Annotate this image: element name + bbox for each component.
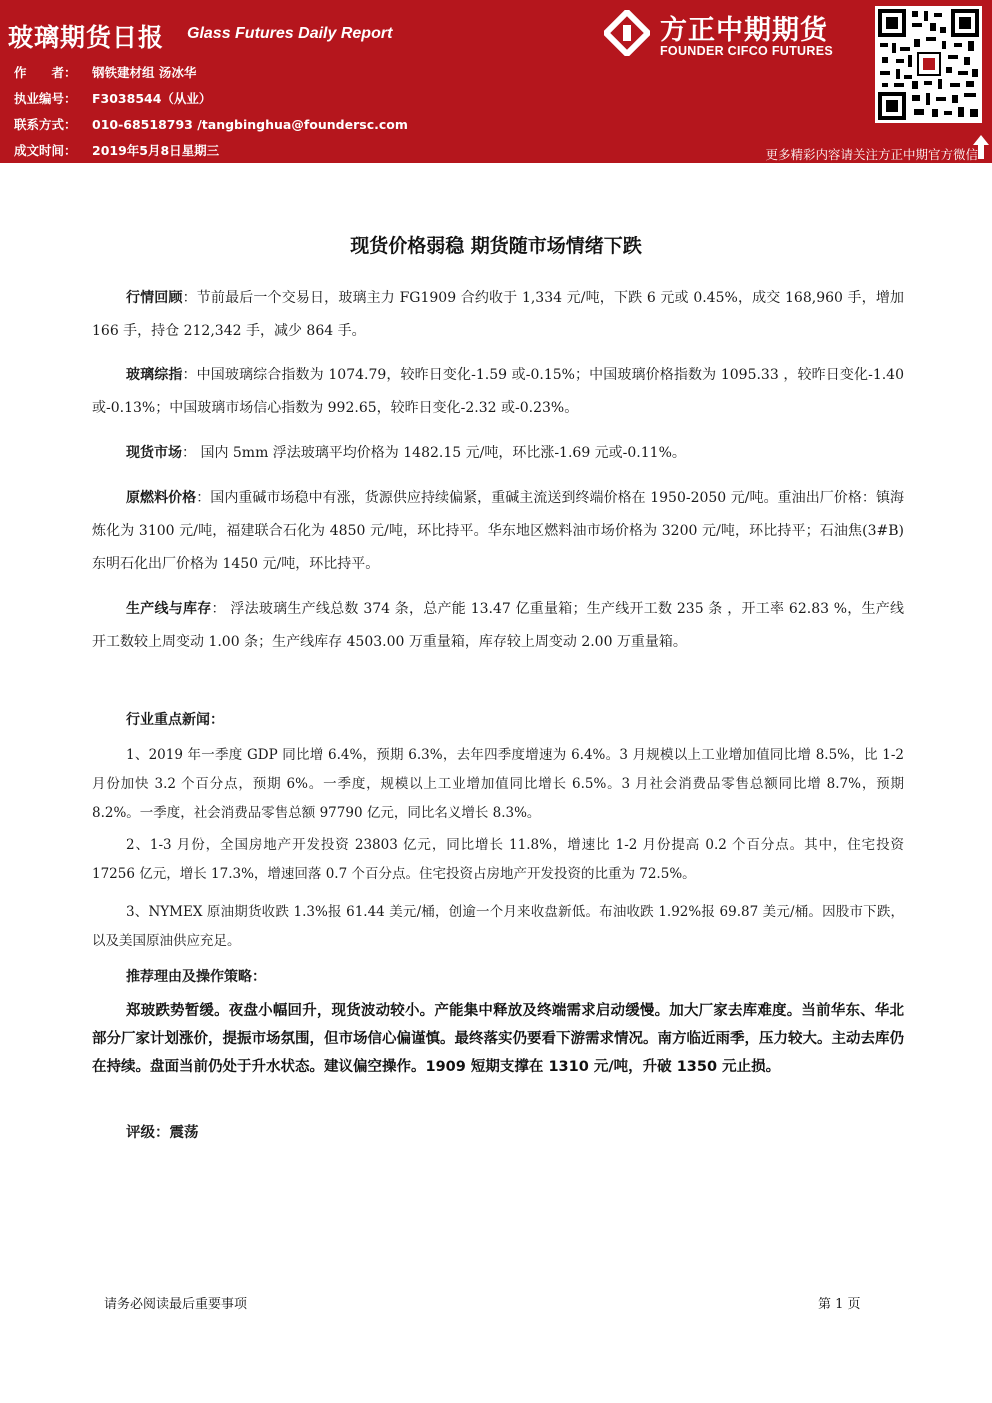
section-text: ： 国内 5mm 浮法玻璃平均价格为 1482.15 元/吨，环比涨-1.69 元或-0.11%。 (182, 445, 686, 461)
meta-license (14, 89, 211, 107)
section-lead: 行情回顾 (126, 290, 183, 306)
meta-label: 联系方式： (14, 117, 77, 132)
meta-value: 010-68518793 /tangbinghua@foundersc.com (92, 117, 408, 132)
news-heading: 行业重点新闻： (126, 712, 224, 728)
section-raw-fuel-prices (92, 482, 904, 581)
section-production-inventory (92, 593, 904, 659)
report-title: 玻璃期货日报 (8, 23, 165, 52)
meta-value: F3038544（从业） (92, 91, 212, 106)
section-text: ：国内重碱市场稳中有涨，货源供应持续偏紧，重碱主流送到终端价格在 1950-2050 元/吨。重油出厂价格：镇海炼化为 3100 元/吨，福建联合石化为 4850 元/吨，环比持平。华东地区燃料油市场价格为 3200 元/吨，环比持平；石油焦(3#B)东明石化出厂价格为 1450 元/吨，环比持平。 (92, 490, 904, 572)
news-item: 2、1-3 月份，全国房地产开发投资 23803 亿元，同比增长 11.8%，增速比 1-2 月份提高 0.2 个百分点。其中，住宅投资 17256 亿元，增长 17.3%，增速回落 0.7 个百分点。住宅投资占房地产开发投资的比重为 72.5%。 (92, 837, 904, 882)
section-lead: 玻璃综指 (126, 367, 183, 383)
section-spot-market (92, 437, 904, 470)
section-lead: 现货市场 (126, 445, 182, 461)
report-subtitle: Glass Futures Daily Report (187, 25, 393, 42)
report-header (0, 0, 992, 163)
section-lead: 生产线与库存 (126, 601, 212, 617)
section-glass-index (92, 359, 904, 425)
founder-logo-icon (604, 10, 650, 56)
rating: 评级：震荡 (126, 1125, 199, 1141)
follow-wechat-text: 更多精彩内容请关注方正中期官方微信 (765, 147, 978, 162)
company-logo (604, 8, 864, 64)
meta-date (14, 141, 219, 159)
news-item: 3、NYMEX 原油期货收跌 1.3%报 61.44 美元/桶，创逾一个月来收盘新低。布油收跌 1.92%报 69.87 美元/桶。因股市下跌，以及美国原油供应充足。 (92, 904, 904, 949)
news-item: 1、2019 年一季度 GDP 同比增 6.4%，预期 6.3%，去年四季度增速为 6.4%。3 月规模以上工业增加值同比增 8.5%，比 1-2 月份加快 3.2 个百分点，预期 6%。一季度，规模以上工业增加值同比增长 6.5%。3 月社会消费品零售总额同比增 8.7%，预期 8.2%。一季度，社会消费品零售总额 97790 亿元，同比名义增长 8.3%。 (92, 747, 904, 821)
section-lead: 原燃料价格 (126, 490, 197, 506)
qr-code-icon (875, 6, 982, 123)
section-text: ：中国玻璃综合指数为 1074.79，较昨日变化-1.59 或-0.15%；中国玻璃价格指数为 1095.33 ，较昨日变化-1.40 或-0.13%；中国玻璃市场信心指数为 992.65，较昨日变化-2.32 或-0.23%。 (92, 367, 904, 416)
logo-chinese-name: 方正中期期货 (660, 15, 828, 46)
meta-label: 成文时间： (14, 143, 77, 158)
meta-author (14, 63, 196, 81)
strategy-heading: 推荐理由及操作策略： (126, 969, 266, 985)
meta-contact (14, 115, 408, 133)
footer-notice: 请务必阅读最后重要事项 (104, 1297, 248, 1312)
section-market-review (92, 282, 904, 348)
page-number: 第 1 页 (818, 1297, 861, 1312)
section-text: ：节前最后一个交易日，玻璃主力 FG1909 合约收于 1,334 元/吨，下跌 6 元或 0.45%，成交 168,960 手，增加 166 手，持仓 212,342 手，减少 864 手。 (92, 290, 904, 339)
section-text: ： 浮法玻璃生产线总数 374 条，总产能 13.47 亿重量箱；生产线开工数 235 条 ，开工率 62.83 %，生产线开工数较上周变动 1.00 条；生产线库存 4503.00 万重量箱，库存较上周变动 2.00 万重量箱。 (92, 601, 905, 650)
meta-label: 作 者： (14, 65, 77, 80)
meta-value: 2019年5月8日星期三 (92, 143, 220, 158)
document-title: 现货价格弱稳 期货随市场情绪下跌 (350, 235, 642, 257)
meta-label: 执业编号： (14, 91, 77, 106)
logo-english-name: FOUNDER CIFCO FUTURES (660, 44, 833, 58)
meta-value: 钢铁建材组 汤冰华 (92, 65, 197, 80)
strategy-text: 郑玻跌势暂缓。夜盘小幅回升，现货波动较小。产能集中释放及终端需求启动缓慢。加大厂家去库难度。当前华东、华北部分厂家计划涨价，提振市场氛围，但市场信心偏谨慎。最终落实仍要看下游需求情况。南方临近雨季，压力较大。主动去库仍在持续。盘面当前仍处于升水状态。建议偏空操作。1909 短期支撑在 1310 元/吨，升破 1350 元止损。 (92, 1003, 904, 1075)
